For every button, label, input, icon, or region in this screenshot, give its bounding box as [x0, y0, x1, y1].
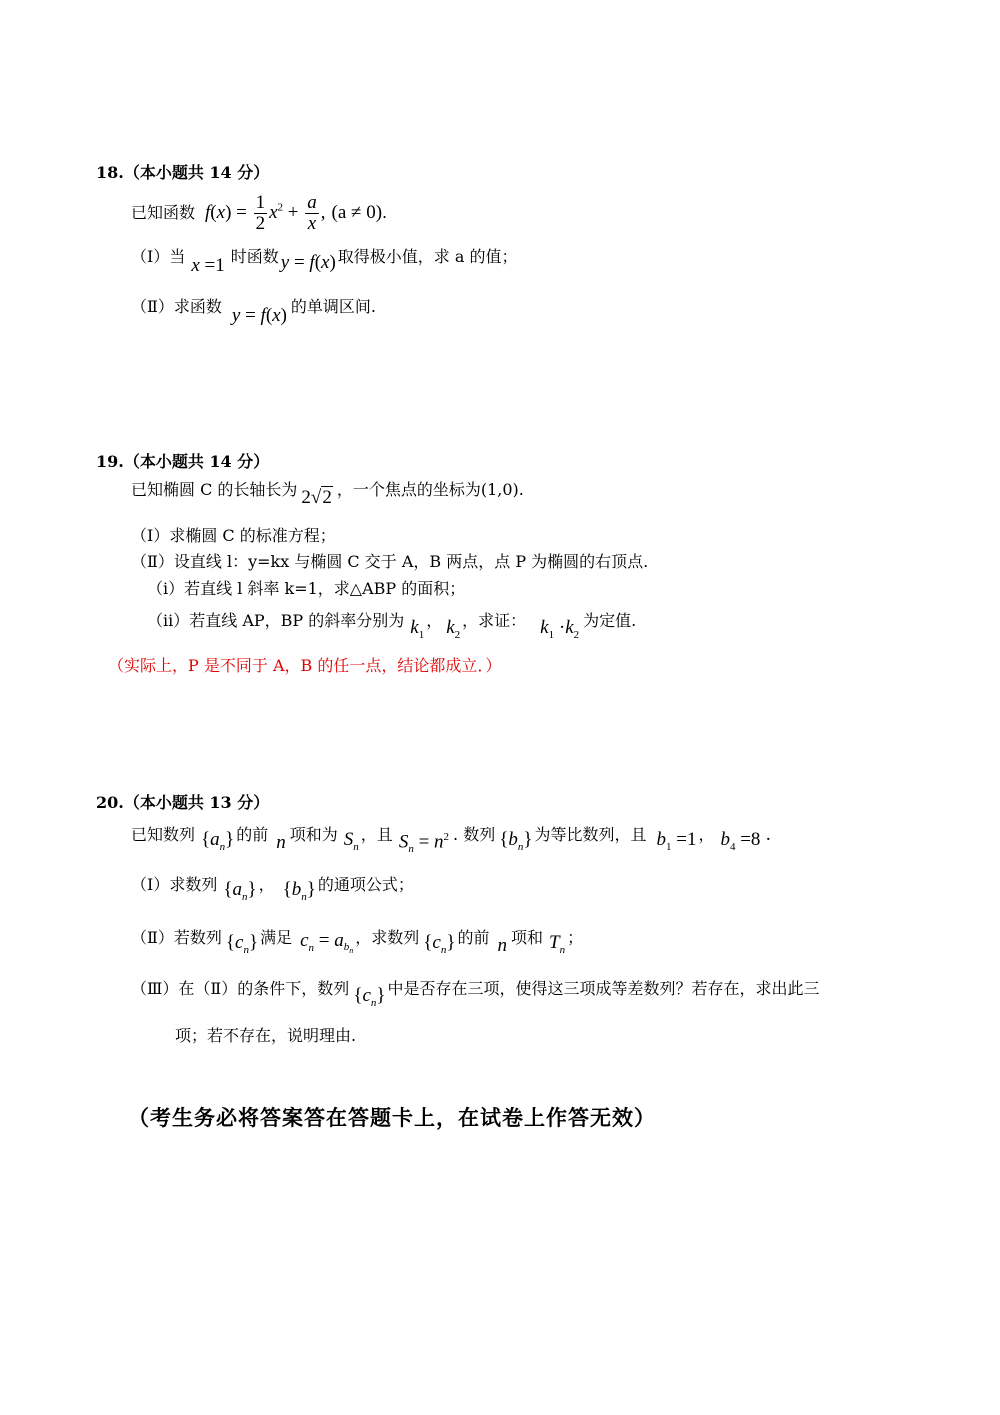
q19-two-root-two: 2√2 — [301, 487, 332, 508]
q18-part2-post: 的单调区间. — [290, 297, 377, 316]
q18-function-formula: f(x) = $\frac{1}{2}$ $x^2$ + $\frac{a}{x}$ , — [205, 191, 326, 234]
q20-part2-pre: （Ⅱ）若数列 — [131, 928, 222, 947]
q18-heading: 18.（本小题共 14 分） — [96, 163, 270, 182]
q20-part2-n: n — [497, 935, 507, 956]
q20-part1-seq-a: $\{a_n\}$ — [223, 878, 257, 903]
q20-part3-post: 中是否存在三项，使得这三项成等差数列？若存在，求出此三 — [387, 979, 820, 998]
q19-part2-ii-post: 为定值. — [583, 611, 637, 630]
q20-heading: 20.（本小题共 13 分） — [96, 793, 270, 812]
q18-y-equals-fx: y = f(x) — [280, 252, 336, 273]
q18-part2 — [131, 292, 377, 326]
q19-intro — [131, 474, 524, 506]
q20-part3-line2: 项；若不存在，说明理由. — [175, 1026, 357, 1045]
q19-k2: $k_2$ — [446, 616, 461, 641]
q20-part2-mid3: 的前 — [457, 928, 490, 947]
q19-intro-post: ，一个焦点的坐标为(1,0). — [336, 480, 524, 499]
q19-part2-ii-mid: ，求证： — [462, 611, 527, 630]
q18-part1-post: 取得极小值，求 a 的值； — [337, 247, 518, 266]
q20-cn-equals-abn: $c_n = a_{b_n}$ — [300, 929, 354, 956]
q20-part3-pre: （Ⅲ）在（Ⅱ）的条件下，数列 — [131, 979, 350, 998]
q19-part2: （Ⅱ）设直线 l：y=kx 与椭圆 C 交于 A，B 两点，点 P 为椭圆的右顶点. — [131, 552, 649, 571]
q18-x-equals-1: x =1 — [191, 255, 225, 276]
q20-part1: （Ⅰ）求数列 $\{a_n\}$ ， $\{b_n\}$ 的通项公式； — [131, 868, 414, 902]
q19-part2-i: （ⅰ）若直线 l 斜率 k=1，求△ABP 的面积； — [147, 579, 466, 598]
q18-y-equals-fx-2: y = f(x) — [231, 305, 287, 326]
q20-part2-mid1: 满足 — [260, 928, 293, 947]
q20-intro-text-6: 为等比数列，且 — [534, 825, 647, 844]
q18-part1-mid: 时函数 — [230, 247, 279, 266]
q20-part2-seq-c-2: $\{c_n\}$ — [423, 931, 456, 956]
q20-part2-seq-c: $\{c_n\}$ — [225, 931, 259, 956]
q20-part3-seq-c: $\{c_n\}$ — [353, 984, 386, 1009]
q20-intro-text-1: 已知数列 — [131, 825, 196, 844]
q18-part1-pre: （Ⅰ）当 — [131, 247, 186, 266]
q20-part2-mid4: 项和 — [510, 928, 543, 947]
q20-part1-post: 的通项公式； — [317, 875, 414, 894]
q19-note: （实际上，P 是不同于 A，B 的任一点，结论都成立．） — [108, 656, 502, 675]
q20-intro-text-5: . 数列 — [453, 825, 496, 844]
q20-b4-equals-8: $b_4 =8$ · — [720, 828, 772, 853]
q19-k1: $k_1$ — [410, 616, 425, 641]
q20-seq-a: $\{a_n\}$ — [201, 828, 235, 853]
q20-intro: 已知数列 $\{a_n\}$ 的前 n 项和为 $S_n$ ，且 $S_n = n^2$ . 数列 $\{b_n\}$ 为等比数列，且 $b_1 =1$ ， $b_4 =8$ · — [131, 818, 774, 852]
answer-card-notice: （考生务必将答案答在答题卡上，在试卷上作答无效） — [128, 1105, 656, 1130]
q19-part2-ii-pre: （ⅱ）若直线 AP，BP 的斜率分别为 — [147, 611, 405, 630]
q20-Sn-equals-n2: $S_n = n^2$ — [398, 830, 450, 856]
q19-heading: 19.（本小题共 14 分） — [96, 452, 270, 471]
q20-part1-seq-b: $\{b_n\}$ — [282, 878, 316, 903]
q20-part2: （Ⅱ）若数列 $\{c_n\}$ 满足 $c_n = a_{b_n}$ ，求数列 $\{c_n\}$ 的前 n 项和 $T_n$ ； — [131, 920, 583, 956]
q20-part3 — [131, 971, 820, 1007]
q18-part2-pre: （Ⅱ）求函数 — [131, 297, 222, 316]
q18-intro-text: 已知函数 — [131, 203, 196, 222]
q19-part1: （Ⅰ）求椭圆 C 的标准方程； — [131, 526, 336, 545]
q20-n: n — [276, 832, 286, 853]
q20-Sn: $S_n$ — [343, 828, 359, 853]
q18-condition: (a ≠ 0) — [331, 202, 383, 223]
q20-intro-text-2: 的前 — [236, 825, 269, 844]
q18-part1 — [131, 242, 518, 276]
q20-seq-b: $\{b_n\}$ — [499, 828, 533, 853]
q19-part2-ii: （ⅱ）若直线 AP，BP 的斜率分别为 $k_1$ ， $k_2$ ，求证： $k_1 \cdot k_2$ 为定值. — [147, 604, 636, 638]
q20-Tn: $T_n$ — [548, 931, 566, 956]
q19-k1-dot-k2: $k_1 \cdot k_2$ — [540, 616, 580, 641]
q20-b1-equals-1: $b_1 =1$ — [656, 828, 697, 853]
q19-intro-pre: 已知椭圆 C 的长轴长为 — [131, 480, 298, 499]
q18-intro: 已知函数 f(x) = $\frac{1}{2}$ $x^2$ + $\frac{a}{x}$ , (a ≠ 0) . — [131, 191, 388, 234]
q20-part1-pre: （Ⅰ）求数列 — [131, 875, 218, 894]
q20-intro-text-4: ，且 — [360, 825, 393, 844]
q20-intro-text-3: 项和为 — [289, 825, 338, 844]
q20-part2-mid2: ，求数列 — [355, 928, 420, 947]
